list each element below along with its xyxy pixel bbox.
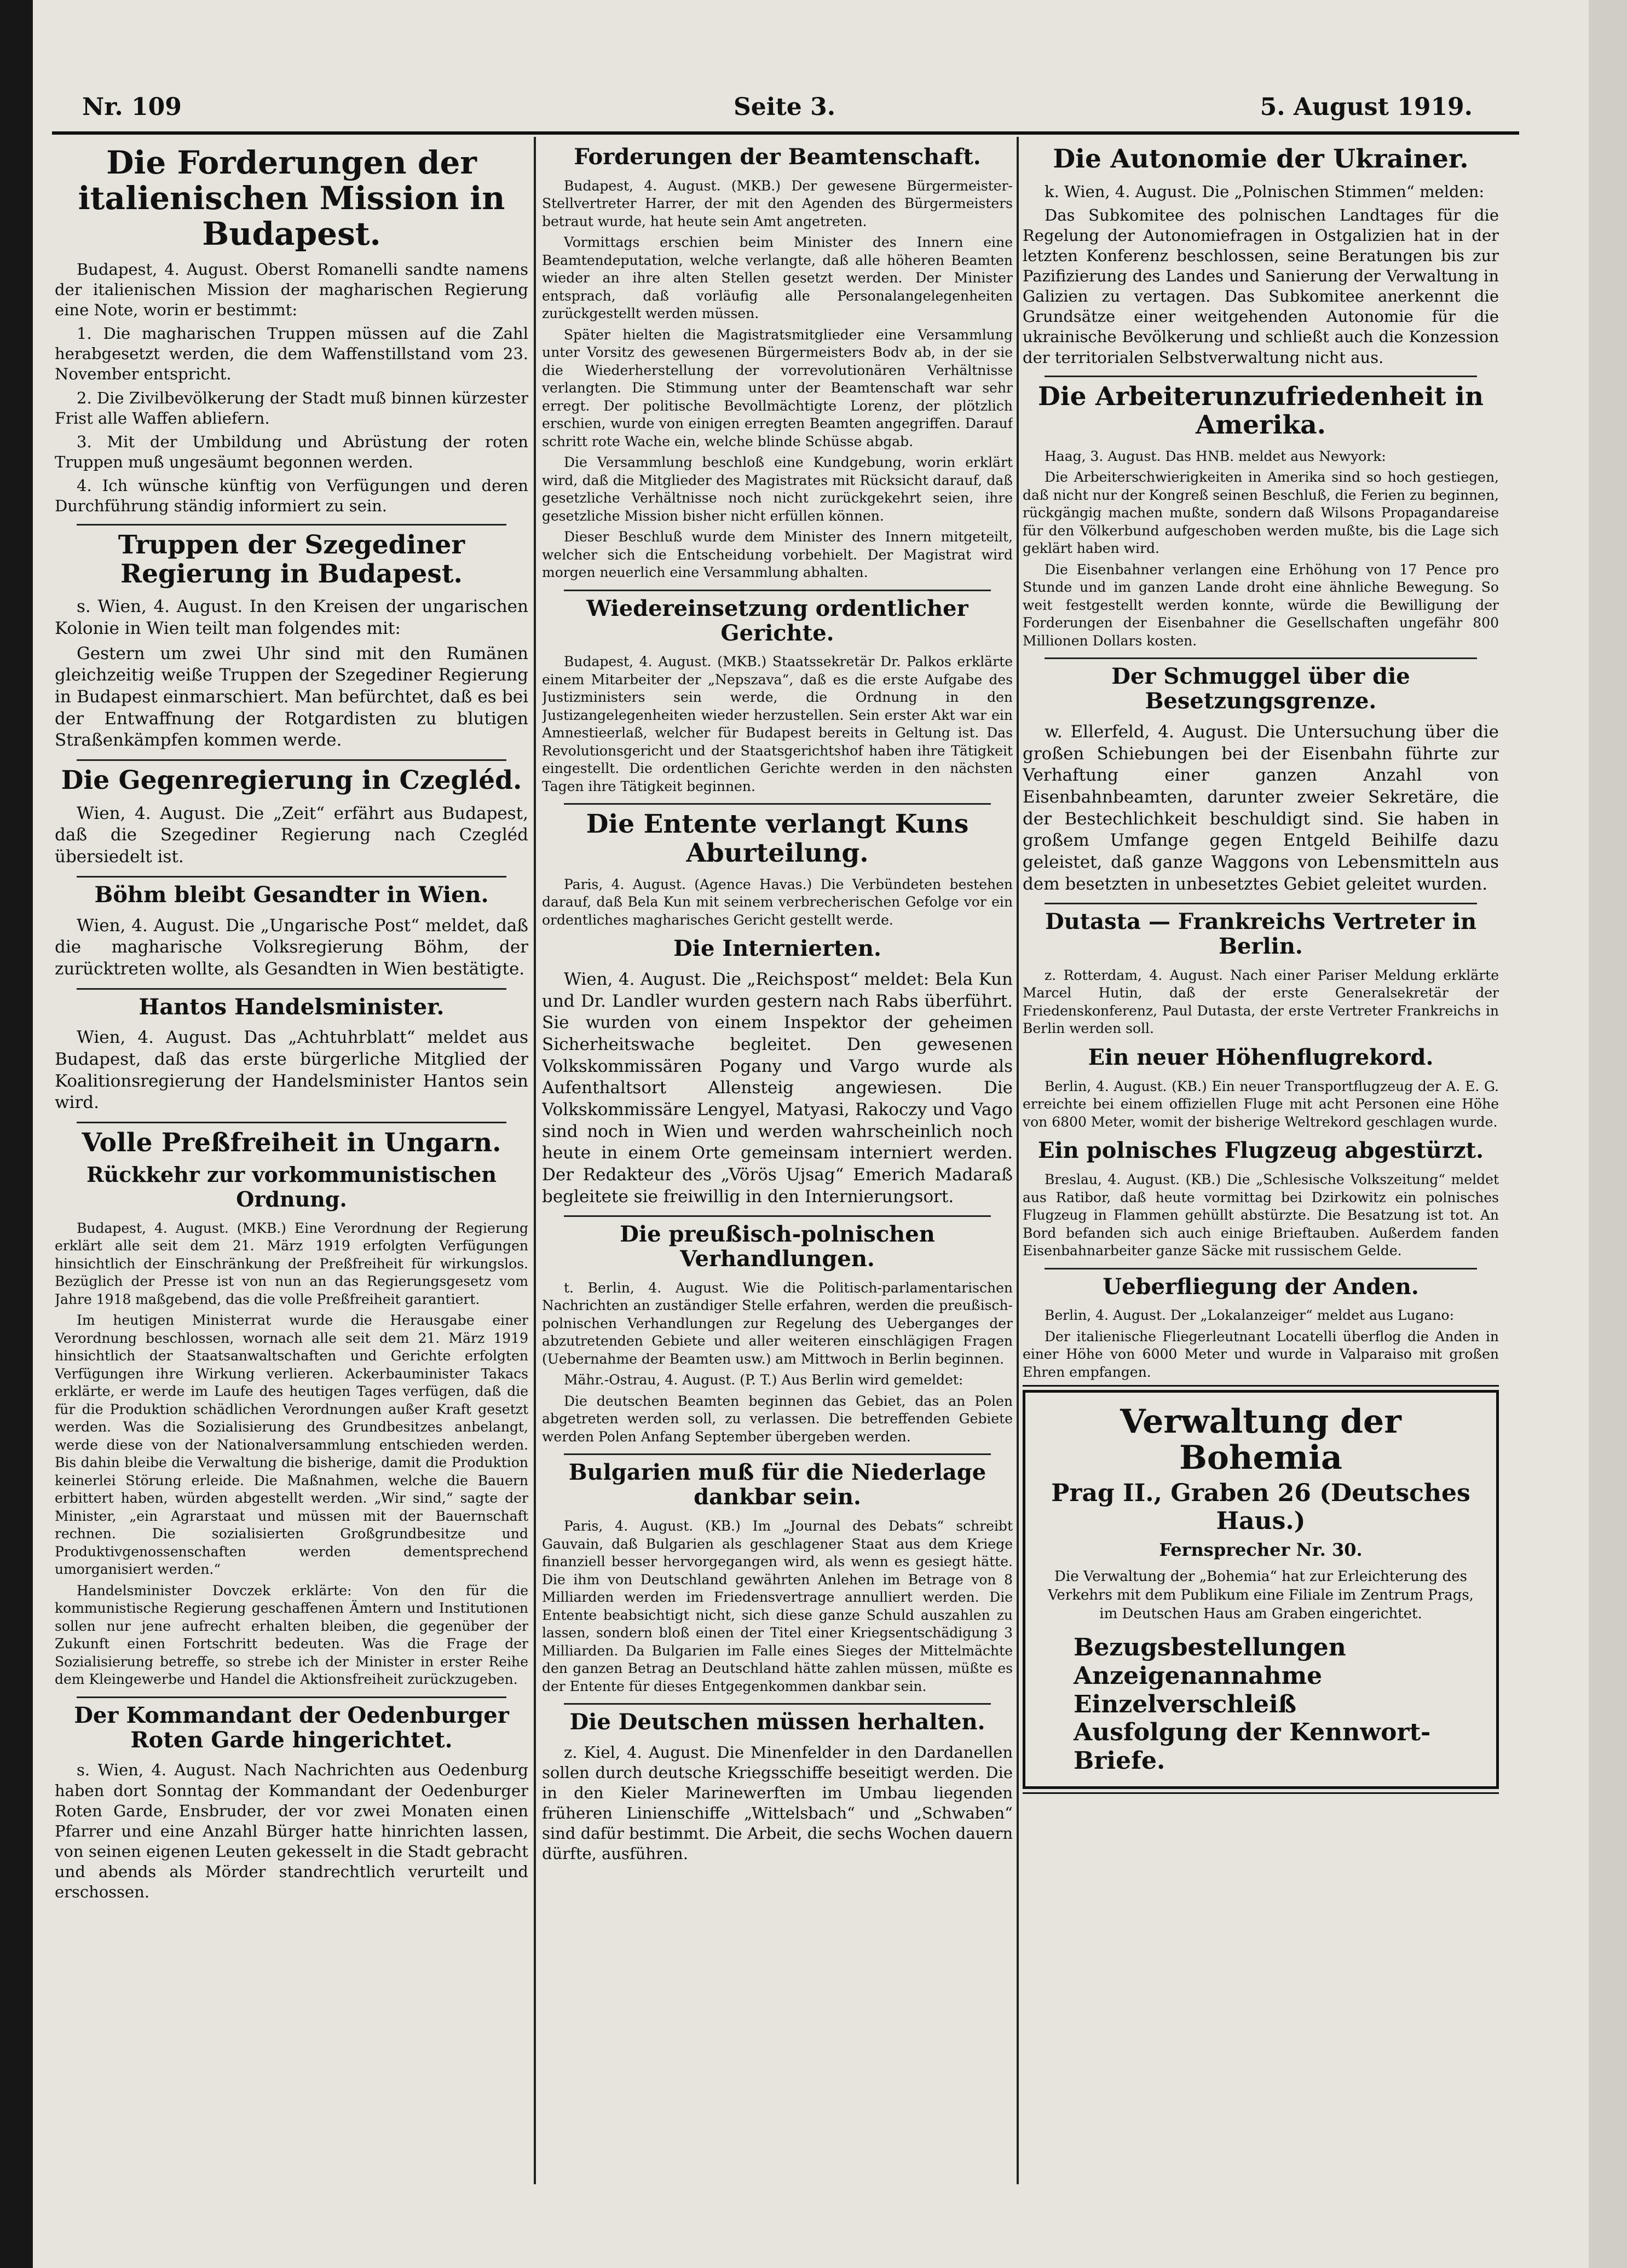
article [1023, 1139, 1499, 1260]
headline: Forderungen der Beamtenschaft. [574, 144, 981, 170]
headline: Die Internierten. [673, 936, 881, 962]
article-body [1023, 722, 1499, 895]
headline: Die Arbeiterunzufriedenheit in Amerika. [1037, 381, 1484, 441]
paragraph: Haag, 3. August. Das HNB. meldet aus Newyork: [1045, 448, 1386, 464]
article [542, 145, 1013, 582]
article-body [542, 653, 1013, 795]
article [55, 995, 528, 1114]
headline: Bulgarien muß für die Niederlage dankbar sein. [568, 1459, 986, 1510]
headline: Wiedereinsetzung ordentlicher Gerichte. [586, 595, 968, 646]
paragraph: Der italienische Fliegerleutnant Locatelli überflog die Anden in einer Höhe von 6000 Meter und wurde in Valparaiso mit großen Ehren empfangen. [1023, 1328, 1499, 1380]
header-rule [52, 131, 1519, 135]
article [1023, 1275, 1499, 1382]
headline: Dutasta — Frankreichs Vertreter in Berlin. [1045, 909, 1477, 960]
page-header [82, 93, 1473, 137]
issue-date: 5. August 1919. [1260, 93, 1473, 121]
headline: Ein neuer Höhenflugrekord. [1088, 1044, 1434, 1070]
column-divider [534, 137, 536, 2184]
article-body [542, 1517, 1013, 1695]
article [1023, 910, 1499, 1038]
headline: Der Kommandant der Oedenburger Roten Garde hingerichtet. [74, 1702, 509, 1753]
paragraph: w. Ellerfeld, 4. August. Die Untersuchung über die großen Schiebungen bei der Eisenbahn führte zur Verhaftung einer ganzen Anzahl von Eisenbahnbeamten, darunter zweier Sekretäre, die der Bestechlichkeit beschuldigt sind. Sie haben in großem Umfange gegen Entgeld Beihilfe dazu geleistet, daß ganze Waggons von Lebensmitteln aus dem besetzten in unbesetztes Gebiet geleitet wurden. [1023, 722, 1499, 894]
ad-service: Bezugsbestellungen [1074, 1633, 1346, 1661]
article [542, 810, 1013, 929]
paragraph: Wien, 4. August. Die „Ungarische Post“ meldet, daß die magharische Volksregierung Böhm, der zurücktreten wollte, als Gesandten in Wien bestätigte. [55, 915, 528, 979]
article [55, 766, 528, 868]
article-body [1023, 1307, 1499, 1381]
paragraph: Im heutigen Ministerrat wurde die Herausgabe einer Verordnung beschlossen, wornach alle seit dem 21. März 1919 hinsichtlich der Staatsanwaltschaften und Gerichte erfolgten Verfügungen ihre Wirkung verlieren. Ackerbauminister Takacs erklärte, er werde im Laufe des heutigen Tages verfügen, daß die für die Produktion schädlichen Verordnungen außer Kraft gesetzt werden. Was die Sozialisierung des Grundbesitzes anbelangt, werde diese von der Nationalversammlung entschieden werden. Bis dahin bleibe die Verwaltung die bisherige, damit die Produktion keinerlei Störung erleide. Die Maßnahmen, welche die Bauern erbittert haben, würden abgestellt werden. „Wir sind,“ sagte der Minister, „ein Agrarstaat und müssen mit der Bauernschaft rechnen. Die sozialisierten Großgrundbesitze und Produktivgenossenschaften werden dementsprechend umorganisiert werden.“ [55, 1312, 528, 1578]
article [542, 1461, 1013, 1695]
article-body [542, 1742, 1013, 1865]
paragraph: Handelsminister Dovczek erklärte: Von den für die kommunistische Regierung geschaffenen Ämtern und Institutionen sollen nur jene aufrecht erhalten bleiben, die gegenüber der Zukunft einen Fortschritt bedeuten. Was die Frage der Sozialisierung betreffe, so strebe ich der Minister in erster Reihe dem Kleingewerbe und Handel die Aktionsfreiheit zurückzugeben. [55, 1582, 528, 1688]
article-body [1023, 448, 1499, 650]
subheadline: Rückkehr zur vorkommunistischen Ordnung. [86, 1162, 497, 1212]
ad-address: Prag II., Graben 26 (Deutsches Haus.) [1051, 1479, 1470, 1536]
headline: Die Autonomie der Ukrainer. [1053, 144, 1469, 174]
ad-service: Einzelverschleiß [1074, 1690, 1297, 1718]
article-rule [564, 590, 991, 591]
paragraph: Gestern um zwei Uhr sind mit den Rumänen gleichzeitig weiße Truppen der Szegediner Regierung in Budapest einmarschiert. Man befürchtet, daß es bei der Entwaffnung der Rotgardisten zu blutigen Straßenkämpfen kommen werde. [55, 643, 528, 751]
article-body [55, 259, 528, 516]
paragraph: Paris, 4. August. (Agence Havas.) Die Verbündeten bestehen darauf, daß Bela Kun mit seinem verbrecherischen Gefolge vor ein ordentliches magharisches Gericht gestellt werde. [542, 876, 1013, 928]
article [542, 937, 1013, 1208]
headline: Hantos Handelsminister. [139, 994, 445, 1020]
paragraph: Die Eisenbahner verlangen eine Erhöhung von 17 Pence pro Stunde und im ganzen Lande droht eine ähnliche Bewegung. So weit festgestellt werden konnte, würde die Bewilligung der Forderungen der Eisenbahner die Gesellschaften ungefähr 800 Millionen Dollars kosten. [1023, 561, 1499, 649]
article [542, 597, 1013, 796]
article-body [542, 177, 1013, 582]
ad-phone: Fernsprecher Nr. 30. [1159, 1539, 1363, 1561]
scan-edge-left [0, 0, 33, 2268]
article [1023, 665, 1499, 895]
article-rule [77, 1696, 506, 1698]
scan-edge-right [1589, 0, 1627, 2268]
headline: Die Forderungen der italienischen Mission in Budapest. [78, 144, 505, 252]
paragraph: Berlin, 4. August. Der „Lokalanzeiger“ meldet aus Lugano: [1045, 1307, 1455, 1324]
article-body [55, 596, 528, 752]
paragraph: Mähr.-Ostrau, 4. August. (P. T.) Aus Berlin wird gemeldet: [564, 1372, 963, 1388]
article-rule [564, 1215, 991, 1217]
article-rule [77, 759, 506, 761]
paragraph: t. Berlin, 4. August. Wie die Politisch-parlamentarischen Nachrichten an zuständiger Stelle erfahren, werden die preußisch-polnischen Verhandlungen zur Regelung des Ueberganges der abzutretenden Gebiete und aller weiteren einschlägigen Fragen (Uebernahme der Beamten usw.) am Mittwoch in Berlin beginnen. [542, 1279, 1013, 1367]
paragraph: z. Rotterdam, 4. August. Nach einer Pariser Meldung erklärte Marcel Hutin, daß der erste Generalsekretär der Friedenskonferenz, Paul Dutasta, der erste Vertreter Frankreichs in Berlin werden soll. [1023, 967, 1499, 1037]
paragraph: Budapest, 4. August. Oberst Romanelli sandte namens der italienischen Mission der magharischen Regierung eine Note, worin er bestimmt: [55, 259, 528, 320]
article-body [55, 803, 528, 868]
headline: Ein polnisches Flugzeug abgestürzt. [1037, 1138, 1484, 1164]
paragraph: Budapest, 4. August. (MKB.) Staatssekretär Dr. Palkos erklärte einem Mitarbeiter der „Nepszava“, daß es die erste Aufgabe des Justizministers sein werde, die Ordnung in den Justizangelegenheiten wieder herzustellen. Sein erster Akt war ein Amnestieerlaß, welcher für Budapest bereits in Geltung ist. Das Revolutionsgericht und der Staatsgerichtshof haben ihre Tätigkeit eingestellt. Die ordentlichen Gerichte werden in den nächsten Tagen ihre Tätigkeit beginnen. [542, 654, 1013, 794]
article-body [55, 1027, 528, 1114]
article-body [1023, 1171, 1499, 1260]
article-rule [1045, 1268, 1477, 1269]
headline: Böhm bleibt Gesandter in Wien. [94, 881, 489, 908]
article-rule [77, 1122, 506, 1123]
article-rule [1045, 376, 1477, 377]
article-body [542, 1279, 1013, 1446]
paragraph: 3. Mit der Umbildung und Abrüstung der roten Truppen muß ungesäumt begonnen werden. [55, 432, 528, 471]
paragraph: Später hielten die Magistratsmitglieder eine Versammlung unter Vorsitz des gewesenen Bürgermeisters Bodv ab, in der sie die Wiederherstellung der vorrevolutionären Verhältnisse verlangten. Die Stimmung unter der Beamtenschaft war sehr erregt. Der politische Bevollmächtigte Lorenz, der plötzlich erschien, wurde von einigen erregten Beamten angegriffen. Darauf schritt rote Wache ein, welche blinde Schüsse abgab. [542, 326, 1013, 449]
headline: Die preußisch-polnischen Verhandlungen. [620, 1221, 935, 1272]
article [55, 1704, 528, 1902]
paragraph: Das Subkomitee des polnischen Landtages für die Regelung der Autonomiefragen in Ostgalizien hat in der letzten Konferenz beschlossen, seine Beratungen bis zur Pazifizierung des Landes und Sanierung der Verwaltung in Galizien zu vertagen. Das Subkomitee anerkennt die Grundsätze einer weitgehenden Autonomie für die ukrainische Bevölkerung und schließt auch die Konzession der territorialen Selbstverwaltung nicht aus. [1023, 205, 1499, 367]
headline: Truppen der Szegediner Regierung in Budapest. [118, 530, 465, 589]
paragraph: Budapest, 4. August. (MKB.) Eine Verordnung der Regierung erklärt alle seit dem 21. März 1919 erfolgten Verfügungen hinsichtlich der Einschränkung der Preßfreiheit für wirkungslos. Bezüglich der Presse ist von nun an das Regierungsgesetz vom Jahre 1918 maßgebend, das die volle Preßfreiheit garantiert. [55, 1220, 528, 1307]
headline: Die Gegenregierung in Czegléd. [61, 765, 522, 796]
article-body [1023, 967, 1499, 1038]
article-rule [1045, 657, 1477, 659]
ad-title: Verwaltung der Bohemia [1120, 1403, 1401, 1478]
article [542, 1222, 1013, 1446]
ad-service: Anzeigenannahme [1074, 1661, 1323, 1690]
paragraph: Paris, 4. August. (KB.) Im „Journal des Debats“ schreibt Gauvain, daß Bulgarien als geschlagener Staat aus dem Kriege finanziell besser hervorgegangen wird, als wenn es gesiegt hätte. Die ihm von Deutschland gewährten Anlehen im Betrage von 8 Milliarden werden im Friedensvertrage annulliert werden. Die Entente beabsichtigt nicht, sich diese ganze Schuld auszahlen zu lassen, sondern bloß einen der Titel einer Kriegsentschädigung 3 Milliarden. Da Bulgarien im Falle eines Sieges der Mittelmächte den ganzen Betrag an Deutschland hätte zahlen müssen, müßte es der Entente für dieses Entgegenkommen dankbar sein. [542, 1518, 1013, 1694]
article [1023, 145, 1499, 368]
article-rule [77, 524, 506, 526]
article-body [55, 1220, 528, 1689]
article-body [1023, 1078, 1499, 1132]
headline: Volle Preßfreiheit in Ungarn. [82, 1128, 501, 1158]
paragraph: s. Wien, 4. August. Nach Nachrichten aus Oedenburg haben dort Sonntag der Kommandant der Oedenburger Roten Garde, Ensbruder, der vor zwei Monaten einen Pfarrer und eine Anzahl Bürger hatte hinrichten lassen, von seinen eigenen Leuten gekesselt in die Stadt gebracht und abends als Mörder standrechtlich verurteilt und erschossen. [55, 1761, 528, 1902]
article-body [1023, 182, 1499, 368]
column-divider [1017, 137, 1019, 2184]
paragraph: Wien, 4. August. Das „Achtuhrblatt“ meldet aus Budapest, daß das erste bürgerliche Mitglied der Koalitionsregierung der Handelsminister Hantos sein wird. [55, 1028, 528, 1113]
paragraph: 1. Die magharischen Truppen müssen auf die Zahl herabgesetzt werden, die dem Waffenstillstand vom 23. November entspricht. [55, 324, 528, 384]
paragraph: Wien, 4. August. Die „Reichspost“ meldet: Bela Kun und Dr. Landler wurden gestern nach Rabs überführt. Sie wurden von einem Inspektor der geheimen Sicherheitswache begleitet. Den gewesenen Volkskommissären Pogany und Vargo wurde als Aufenthaltsort Allensteig angewiesen. Die Volkskommissäre Lengyel, Matyasi, Rakoczy und Vago sind noch in Wien und werden wahrscheinlich noch heute in einem Orte gemeinsam interniert werden. Der Redakteur des „Vörös Ujsag“ Emerich Madaraß begleitete sie freiwillig in den Internierungsort. [542, 969, 1013, 1207]
ad-service: Ausfolgung der Kennwort-Briefe. [1074, 1718, 1431, 1775]
article-body [542, 876, 1013, 930]
article-rule [564, 803, 991, 805]
headline: Die Entente verlangt Kuns Aburteilung. [586, 809, 969, 869]
page-number: Seite 3. [734, 93, 836, 121]
paragraph: Vormittags erschien beim Minister des Innern eine Beamtendeputation, welche verlangte, daß alle höheren Beamten wieder an ihre alten Stellen gesetzt werden. Der Minister entsprach, daß vorläufig alle Personalangelegenheiten zurückgestellt werden müssen. [542, 234, 1013, 322]
article [542, 1710, 1013, 1864]
article-rule [564, 1703, 991, 1705]
article-rule [564, 1453, 991, 1455]
issue-number: Nr. 109 [82, 93, 182, 121]
advertisement-box [1023, 1390, 1499, 1789]
paragraph: z. Kiel, 4. August. Die Minenfelder in den Dardanellen sollen durch deutsche Kriegsschiffe beseitigt werden. Die in den Kieler Marinewerften im Umbau liegenden früheren Linienschiffe „Wittelsbach“ und „Schwaben“ sind dafür bestimmt. Die Arbeit, die sechs Wochen dauern dürfte, ausführen. [542, 1742, 1013, 1863]
paragraph: Wien, 4. August. Die „Zeit“ erfährt aus Budapest, daß die Szegediner Regierung nach Czegléd übersiedelt ist. [55, 803, 528, 867]
article-body [542, 969, 1013, 1208]
headline: Der Schmuggel über die Besetzungsgrenze. [1111, 663, 1410, 714]
article-body [55, 915, 528, 980]
article-body [55, 1760, 528, 1902]
paragraph: Die deutschen Beamten beginnen das Gebiet, das an Polen abgetreten werden soll, zu verlassen. Die betreffenden Gebiete werden Polen Anfang September übergeben werden. [542, 1393, 1013, 1445]
headline: Ueberfliegung der Anden. [1103, 1273, 1419, 1300]
paragraph: k. Wien, 4. August. Die „Polnischen Stimmen“ melden: [1045, 182, 1485, 201]
column-1 [55, 140, 528, 2191]
article [1023, 1046, 1499, 1131]
paragraph: Berlin, 4. August. (KB.) Ein neuer Transportflugzeug der A. E. G. erreichte bei einem offiziellen Fluge mit acht Personen eine Höhe von 6800 Meter, womit der bisherige Weltrekord geschlagen wurde. [1023, 1078, 1499, 1130]
article-rule [1045, 903, 1477, 904]
ad-text: Die Verwaltung der „Bohemia“ hat zur Erleichterung des Verkehrs mit dem Publikum eine Filiale im Zentrum Prags, im Deutschen Haus am Graben eingerichtet. [1048, 1568, 1474, 1622]
article-rule [77, 988, 506, 990]
paragraph: s. Wien, 4. August. In den Kreisen der ungarischen Kolonie in Wien teilt man folgendes mit: [55, 597, 528, 639]
article [1023, 383, 1499, 650]
paragraph: 4. Ich wünsche künftig von Verfügungen und deren Durchführung ständig informiert zu sein. [55, 476, 528, 516]
paragraph: Breslau, 4. August. (KB.) Die „Schlesische Volkszeitung“ meldet aus Ratibor, daß heute vormittag bei Dzirkowitz ein polnisches Flugzeug in Flammen gehüllt abstürzte. Die Besatzung ist tot. An Bord befanden sich auch einige Brieftauben. Außerdem fanden Eisenbahnarbeiter ganze Säcke mit russischem Gelde. [1023, 1171, 1499, 1259]
headline: Die Deutschen müssen herhalten. [569, 1709, 985, 1735]
article [55, 883, 528, 980]
paragraph: Dieser Beschluß wurde dem Minister des Innern mitgeteilt, welcher sich die Entscheidung vorbehielt. Der Magistrat wird morgen neuerlich eine Versammlung abhalten. [542, 529, 1013, 581]
column-2 [542, 140, 1013, 2191]
paragraph: Die Versammlung beschloß eine Kundgebung, worin erklärt wird, daß die Mitglieder des Magistrates mit Rücksicht darauf, daß gesetzliche Verhältnisse noch nicht zurückgekehrt seien, ihre gesetzliche Mission bisher nicht erfüllen können. [542, 454, 1013, 524]
paragraph: Die Arbeiterschwierigkeiten in Amerika sind so hoch gestiegen, daß nicht nur der Kongreß seinen Beschluß, die Ferien zu beginnen, rückgängig machen mußte, sondern daß Wilsons Propagandareise für den Völkerbund aufgeschoben werden mußte, bis die Lage sich geklärt haben wird. [1023, 469, 1499, 557]
paragraph: Budapest, 4. August. (MKB.) Der gewesene Bürgermeister-Stellvertreter Harrer, der mit den Agenden des Bürgermeisters betraut wurde, hat heute sein Amt angetreten. [542, 177, 1013, 229]
column-3 [1023, 140, 1499, 2191]
paragraph: 2. Die Zivilbevölkerung der Stadt muß binnen kürzester Frist alle Waffen abliefern. [55, 388, 528, 428]
article-rule [77, 876, 506, 878]
article [55, 1129, 528, 1689]
article [55, 145, 528, 516]
article [55, 531, 528, 752]
